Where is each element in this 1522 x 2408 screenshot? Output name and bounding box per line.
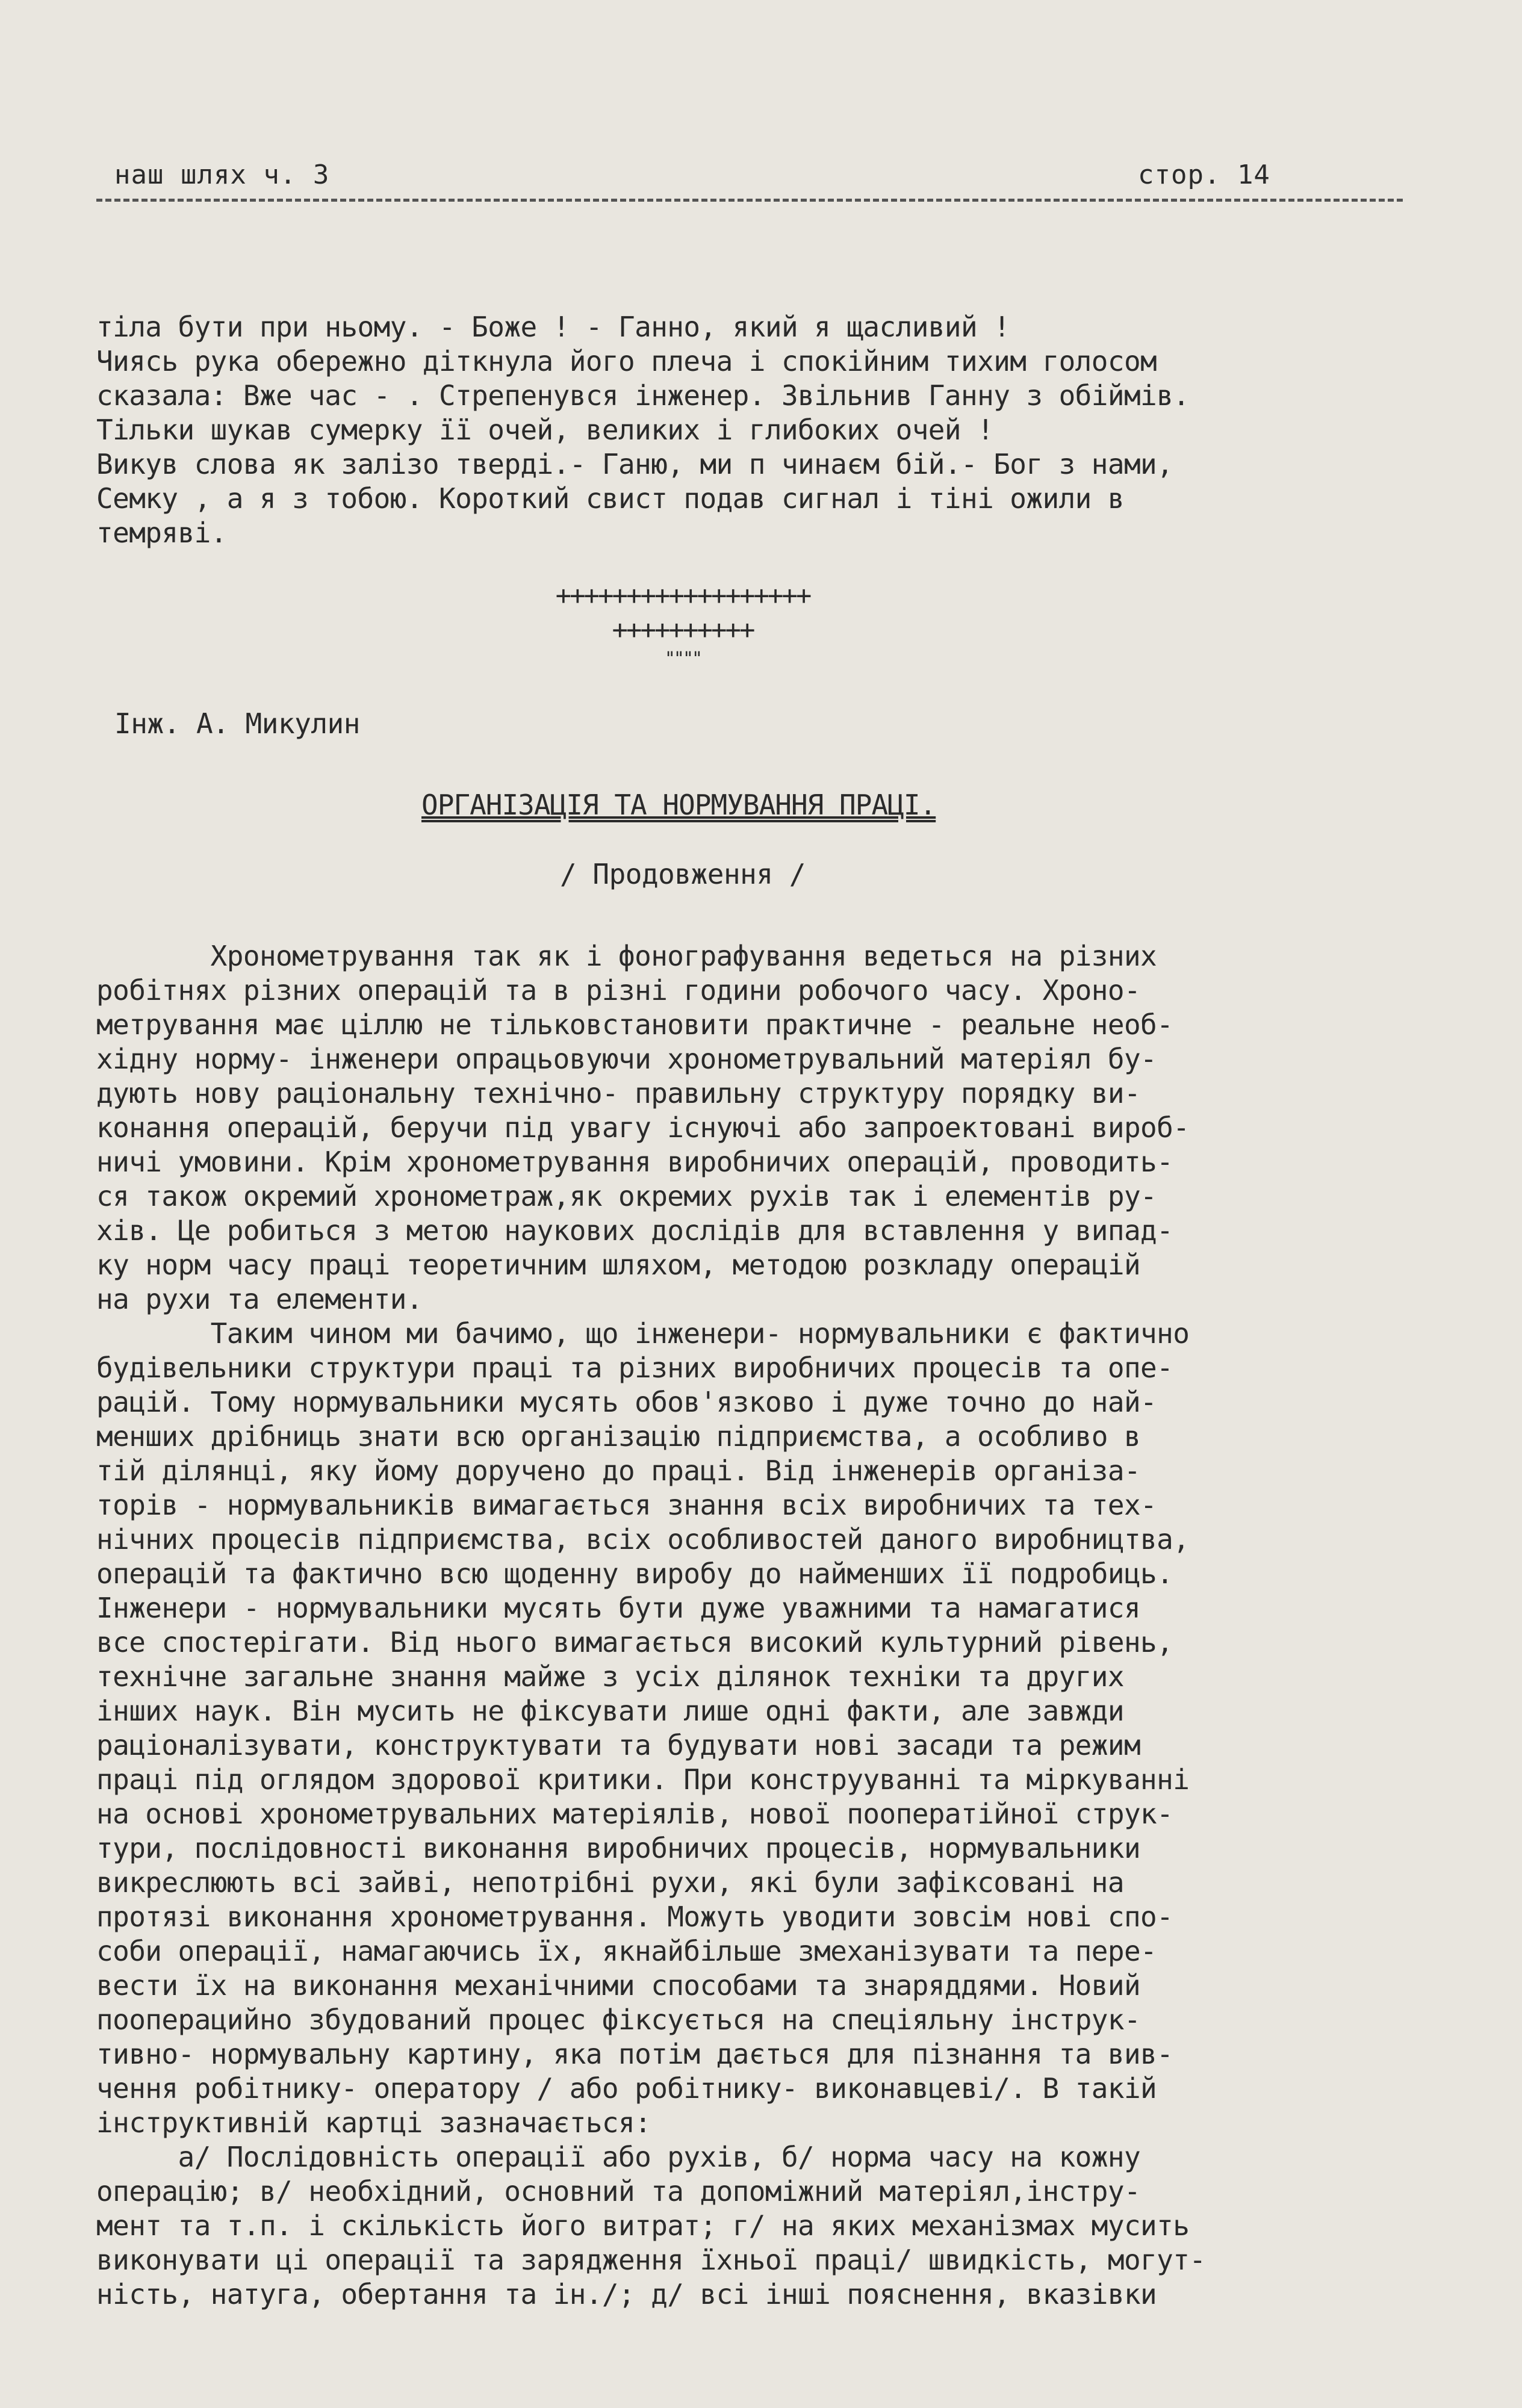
text-line: Хронометрування так як і фонографування ведеться на різних [96,940,1157,972]
story-ending [96,310,1451,550]
text-line: хів. Це робиться з метою наукових дослідів для вставлення у випад- [96,1214,1173,1247]
text-line: Семку , а я з тобою. Короткий свист подав сигнал і тіні ожили в [96,482,1124,515]
text-line: пооперацийно збудований процес фіксується на спеціяльну інструк- [96,2003,1141,2036]
text-line: чення робітнику- оператору / або робітнику- виконавцеві/. В такій [96,2072,1157,2105]
text-line: рацій. Тому нормувальники мусять обов'язково і дуже точно до най- [96,1386,1157,1418]
text-line: тіла бути при ньому. - Боже ! - Ганно, який я щасливий ! [96,311,1010,343]
text-line: праці під оглядом здорової критики. При конструуванні та міркуванні [96,1763,1190,1796]
text-line: тій ділянці, яку йому доручено до праці. Від інженерів організа- [96,1454,1141,1487]
header-rule [96,199,1403,202]
text-line: метрування має ціллю не тільковстановити практичне - реальне необ- [96,1008,1173,1041]
text-line: ку норм часу праці теоретичним шляхом, методою розкладу операцій [96,1249,1141,1281]
article-author: Інж. А. Микулин [114,707,360,740]
ornament-line: """" [664,648,701,669]
text-line: Тільки шукав сумерку її очей, великих і глибоких очей ! [96,414,994,446]
text-line: хідну норму- інженери опрацьовуючи хронометрувальний матеріял бу- [96,1043,1157,1075]
article-body [96,939,1451,2312]
text-line: операцій та фактично всю щоденну виробу до найменших її подробиць. [96,1557,1173,1590]
text-line: тури, послідовності виконання виробничих процесів, нормувальники [96,1832,1141,1864]
text-line: нічних процесів підприємства, всіх особливостей даного виробництва, [96,1523,1190,1556]
text-line: мент та т.п. і скількість його витрат; г/ на яких механізмах мусить [96,2209,1190,2242]
text-line: дують нову раціональну технічно- правильну структуру порядку ви- [96,1077,1141,1109]
text-line: на рухи та елементи. [96,1283,423,1315]
text-line: раціоналізувати, конструктувати та будувати нові засади та режим [96,1729,1141,1761]
text-line: ничі умовини. Крім хронометрування виробничих операцій, проводить- [96,1146,1173,1178]
text-line: будівельники структури праці та різних виробничих процесів та опе- [96,1351,1173,1384]
text-line: технічне загальне знання майже з усіх ділянок техніки та других [96,1660,1124,1693]
text-line: протязі виконання хронометрування. Можуть уводити зовсім нові спо- [96,1901,1173,1933]
text-line: виконувати ці операції та зарядження їхньої праці/ швидкість, могут- [96,2244,1206,2276]
header-page-number: стор. 14 [1138,160,1270,190]
text-line: Таким чином ми бачимо, що інженери- нормувальники є фактично [96,1317,1190,1350]
header-journal: наш шлях ч. 3 [114,160,330,190]
text-line: конання операцій, беручи під увагу існуючі або запроектовані вироб- [96,1111,1190,1144]
text-line: інструктивній картці зазначається: [96,2106,651,2139]
text-line: робітнях різних операцій та в різні години робочого часу. Хроно- [96,974,1141,1007]
text-line: соби операції, намагаючись їх, якнайбільше змеханізувати та пере- [96,1935,1157,1967]
text-line: сказала: Вже час - . Стрепенувся інженер. Звільнив Ганну з обіймів. [96,379,1190,412]
article-subtitle: / Продовження / [560,858,806,890]
text-line: ся також окремий хронометраж,як окремих рухів так і елементів ру- [96,1180,1157,1212]
text-line: менших дрібниць знати всю організацію підприємства, а особливо в [96,1420,1141,1453]
text-line: а/ Послідовність операції або рухів, б/ норма часу на кожну [96,2141,1141,2173]
text-line: інших наук. Він мусить не фіксувати лише одні факти, але завжди [96,1695,1124,1727]
text-line: тивно- нормувальну картину, яка потім дається для пізнання та вив- [96,2038,1173,2070]
text-line: вести їх на виконання механічними способами та знаряддями. Новий [96,1969,1141,2002]
ornament-line: ++++++++++ [612,615,754,645]
text-line: викреслюють всі зайві, непотрібні рухи, які були зафіксовані на [96,1866,1124,1899]
text-line: темряві. [96,517,227,549]
text-line: операцію; в/ необхідний, основний та допоміжний матеріял,інстру- [96,2175,1141,2208]
text-line: Інженери - нормувальники мусять бути дуже уважними та намагатися [96,1592,1141,1624]
text-line: все спостерігати. Від нього вимагається високий культурний рівень, [96,1626,1173,1659]
text-line: Чиясь рука обережно діткнула його плеча і спокійним тихим голосом [96,345,1157,377]
text-line: Викув слова як залізо тверді.- Ганю, ми п чинаєм бій.- Бог з нами, [96,448,1173,480]
text-line: торів - нормувальників вимагається знання всіх виробничих та тех- [96,1489,1157,1521]
text-line: на основі хронометрувальних матеріялів, нової пооператійної струк- [96,1798,1173,1830]
ornament-line: ++++++++++++++++++ [555,580,810,611]
article-title: ОРГАНІЗАЦІЯ ТА НОРМУВАННЯ ПРАЦІ. [421,789,936,821]
text-line: ність, натуга, обертання та ін./; д/ всі інші пояснення, вказівки [96,2278,1157,2310]
